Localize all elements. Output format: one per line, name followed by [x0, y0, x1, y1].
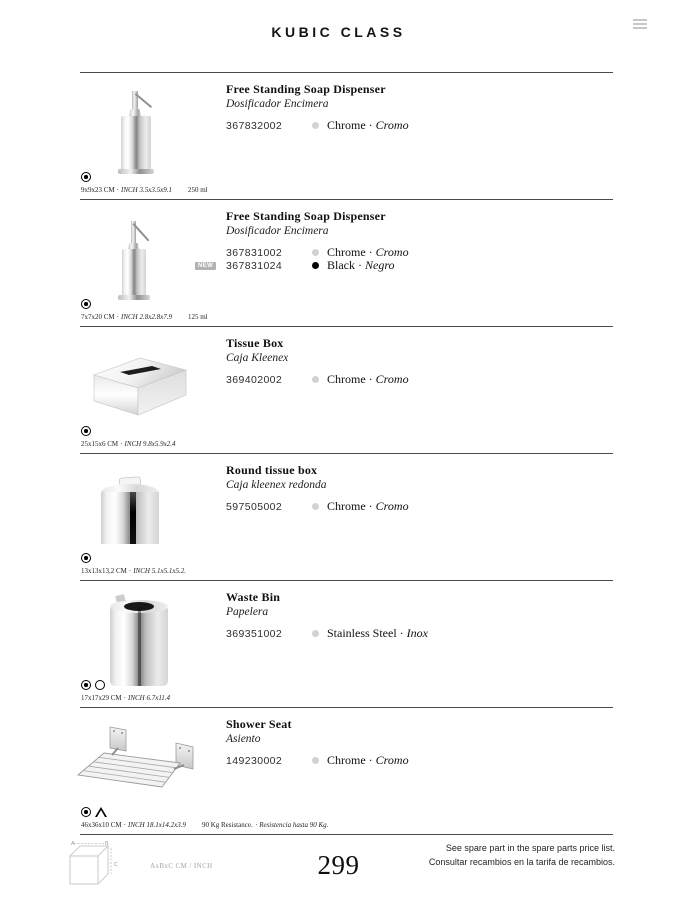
svg-text:A: A [71, 841, 75, 847]
variant-row: 597505002 Chrome · Cromo [226, 499, 409, 513]
product-section [80, 326, 613, 453]
product-name: Free Standing Soap Dispenser [226, 209, 386, 223]
product-name-es: Caja Kleenex [226, 352, 289, 364]
bullseye-icon [81, 299, 91, 309]
dimensions: 13x13x13,2 CM · INCH 5.1x5.1x5.2. [81, 567, 186, 575]
variant-row: 369351002 Stainless Steel · Inox [226, 626, 428, 640]
product-name-es: Dosificador Encimera [226, 225, 329, 237]
product-section [80, 199, 613, 326]
dimensions: 46x36x10 CM · INCH 18.1x14.2x3.9 90 Kg Resistance. · Resistencia hasta 90 Kg. [81, 821, 329, 829]
dimensions: 9x9x23 CM · INCH 3.5x3.5x9.1 250 ml [81, 186, 208, 194]
product-name-es: Asiento [226, 733, 261, 745]
dimensions: 17x17x29 CM · INCH 6.7x11.4 [81, 694, 171, 702]
spare-parts-note [429, 842, 615, 869]
page-title: KUBIC CLASS [271, 24, 406, 40]
variant-row: 149230002 Chrome · Cromo [226, 753, 409, 767]
bullseye-icon [81, 426, 91, 436]
product-name: Shower Seat [226, 717, 292, 731]
soap-dispenser-image [113, 221, 163, 301]
bullseye-icon [81, 680, 91, 690]
finish-swatch-icon [312, 503, 319, 510]
new-badge: NEW [195, 262, 216, 270]
finish-name: Chrome [327, 245, 366, 259]
dimensions: 25x15x6 CM · INCH 9.8x5.9x2.4 [81, 440, 176, 448]
circle-icon [95, 680, 105, 690]
waste-bin-image [105, 597, 173, 689]
product-name-es: Caja kleenex redonda [226, 479, 327, 491]
bullseye-icon [81, 172, 91, 182]
finish-swatch-icon [312, 757, 319, 764]
finish-name-es: Cromo [375, 499, 409, 513]
finish-name: Chrome [327, 372, 366, 386]
page-number: 299 [317, 850, 360, 880]
finish-swatch-icon [312, 630, 319, 637]
soap-dispenser-image [110, 91, 162, 175]
spare-parts-note-en: See spare part in the spare parts price list. [445, 843, 615, 853]
product-section [80, 72, 613, 199]
finish-name-es: Negro [365, 258, 395, 272]
finish-name: Chrome [327, 753, 366, 767]
bullseye-icon [81, 807, 91, 817]
shower-seat-image [76, 719, 208, 814]
product-name: Tissue Box [226, 336, 284, 350]
round-tissue-box-image [98, 477, 164, 551]
finish-name: Chrome [327, 118, 366, 132]
product-section [80, 453, 613, 580]
finish-name: Stainless Steel [327, 626, 397, 640]
finish-name-es: Cromo [375, 245, 409, 259]
svg-text:C: C [114, 862, 118, 868]
finish-name-es: Inox [406, 626, 428, 640]
product-code: 367831024 [226, 259, 283, 272]
product-list [80, 72, 613, 835]
finish-name: Chrome [327, 499, 366, 513]
triangle-icon [95, 807, 107, 817]
variant-row: NEW 367831024 Black · Negro [226, 259, 409, 272]
finish-swatch-icon [312, 376, 319, 383]
dimension-legend: AxBxC CM / INCH [150, 862, 213, 870]
tissue-box-image [82, 343, 194, 429]
finish-name: Black [327, 258, 355, 272]
product-code: 369402002 [226, 373, 283, 386]
bullseye-icon [81, 553, 91, 563]
svg-text:B: B [105, 841, 109, 847]
product-code: 367832002 [226, 119, 283, 132]
spare-parts-note-es: Consultar recambios en la tarifa de recambios. [428, 856, 615, 867]
variant-row: 369402002 Chrome · Cromo [226, 372, 409, 386]
product-name-es: Dosificador Encimera [226, 98, 329, 110]
product-code: 367831002 [226, 246, 283, 259]
variant-row: 367832002 Chrome · Cromo [226, 118, 409, 132]
product-code: 597505002 [226, 500, 283, 513]
product-code: 369351002 [226, 627, 283, 640]
product-code: 149230002 [226, 754, 283, 767]
hamburger-menu-icon[interactable] [633, 19, 647, 29]
product-name: Waste Bin [226, 590, 281, 604]
product-name-es: Papelera [226, 606, 269, 618]
finish-name-es: Cromo [375, 753, 409, 767]
finish-swatch-icon [312, 249, 319, 256]
finish-swatch-icon [312, 122, 319, 129]
product-section [80, 707, 613, 834]
product-name: Round tissue box [226, 463, 318, 477]
product-name: Free Standing Soap Dispenser [226, 82, 386, 96]
dimensions: 7x7x20 CM · INCH 2.8x2.8x7.9 125 ml [81, 313, 208, 321]
page-footer [0, 834, 677, 903]
product-section [80, 580, 613, 707]
finish-name-es: Cromo [375, 372, 409, 386]
variant-row: 367831002 Chrome · Cromo [226, 245, 409, 259]
finish-name-es: Cromo [375, 118, 409, 132]
finish-swatch-icon [312, 262, 319, 269]
